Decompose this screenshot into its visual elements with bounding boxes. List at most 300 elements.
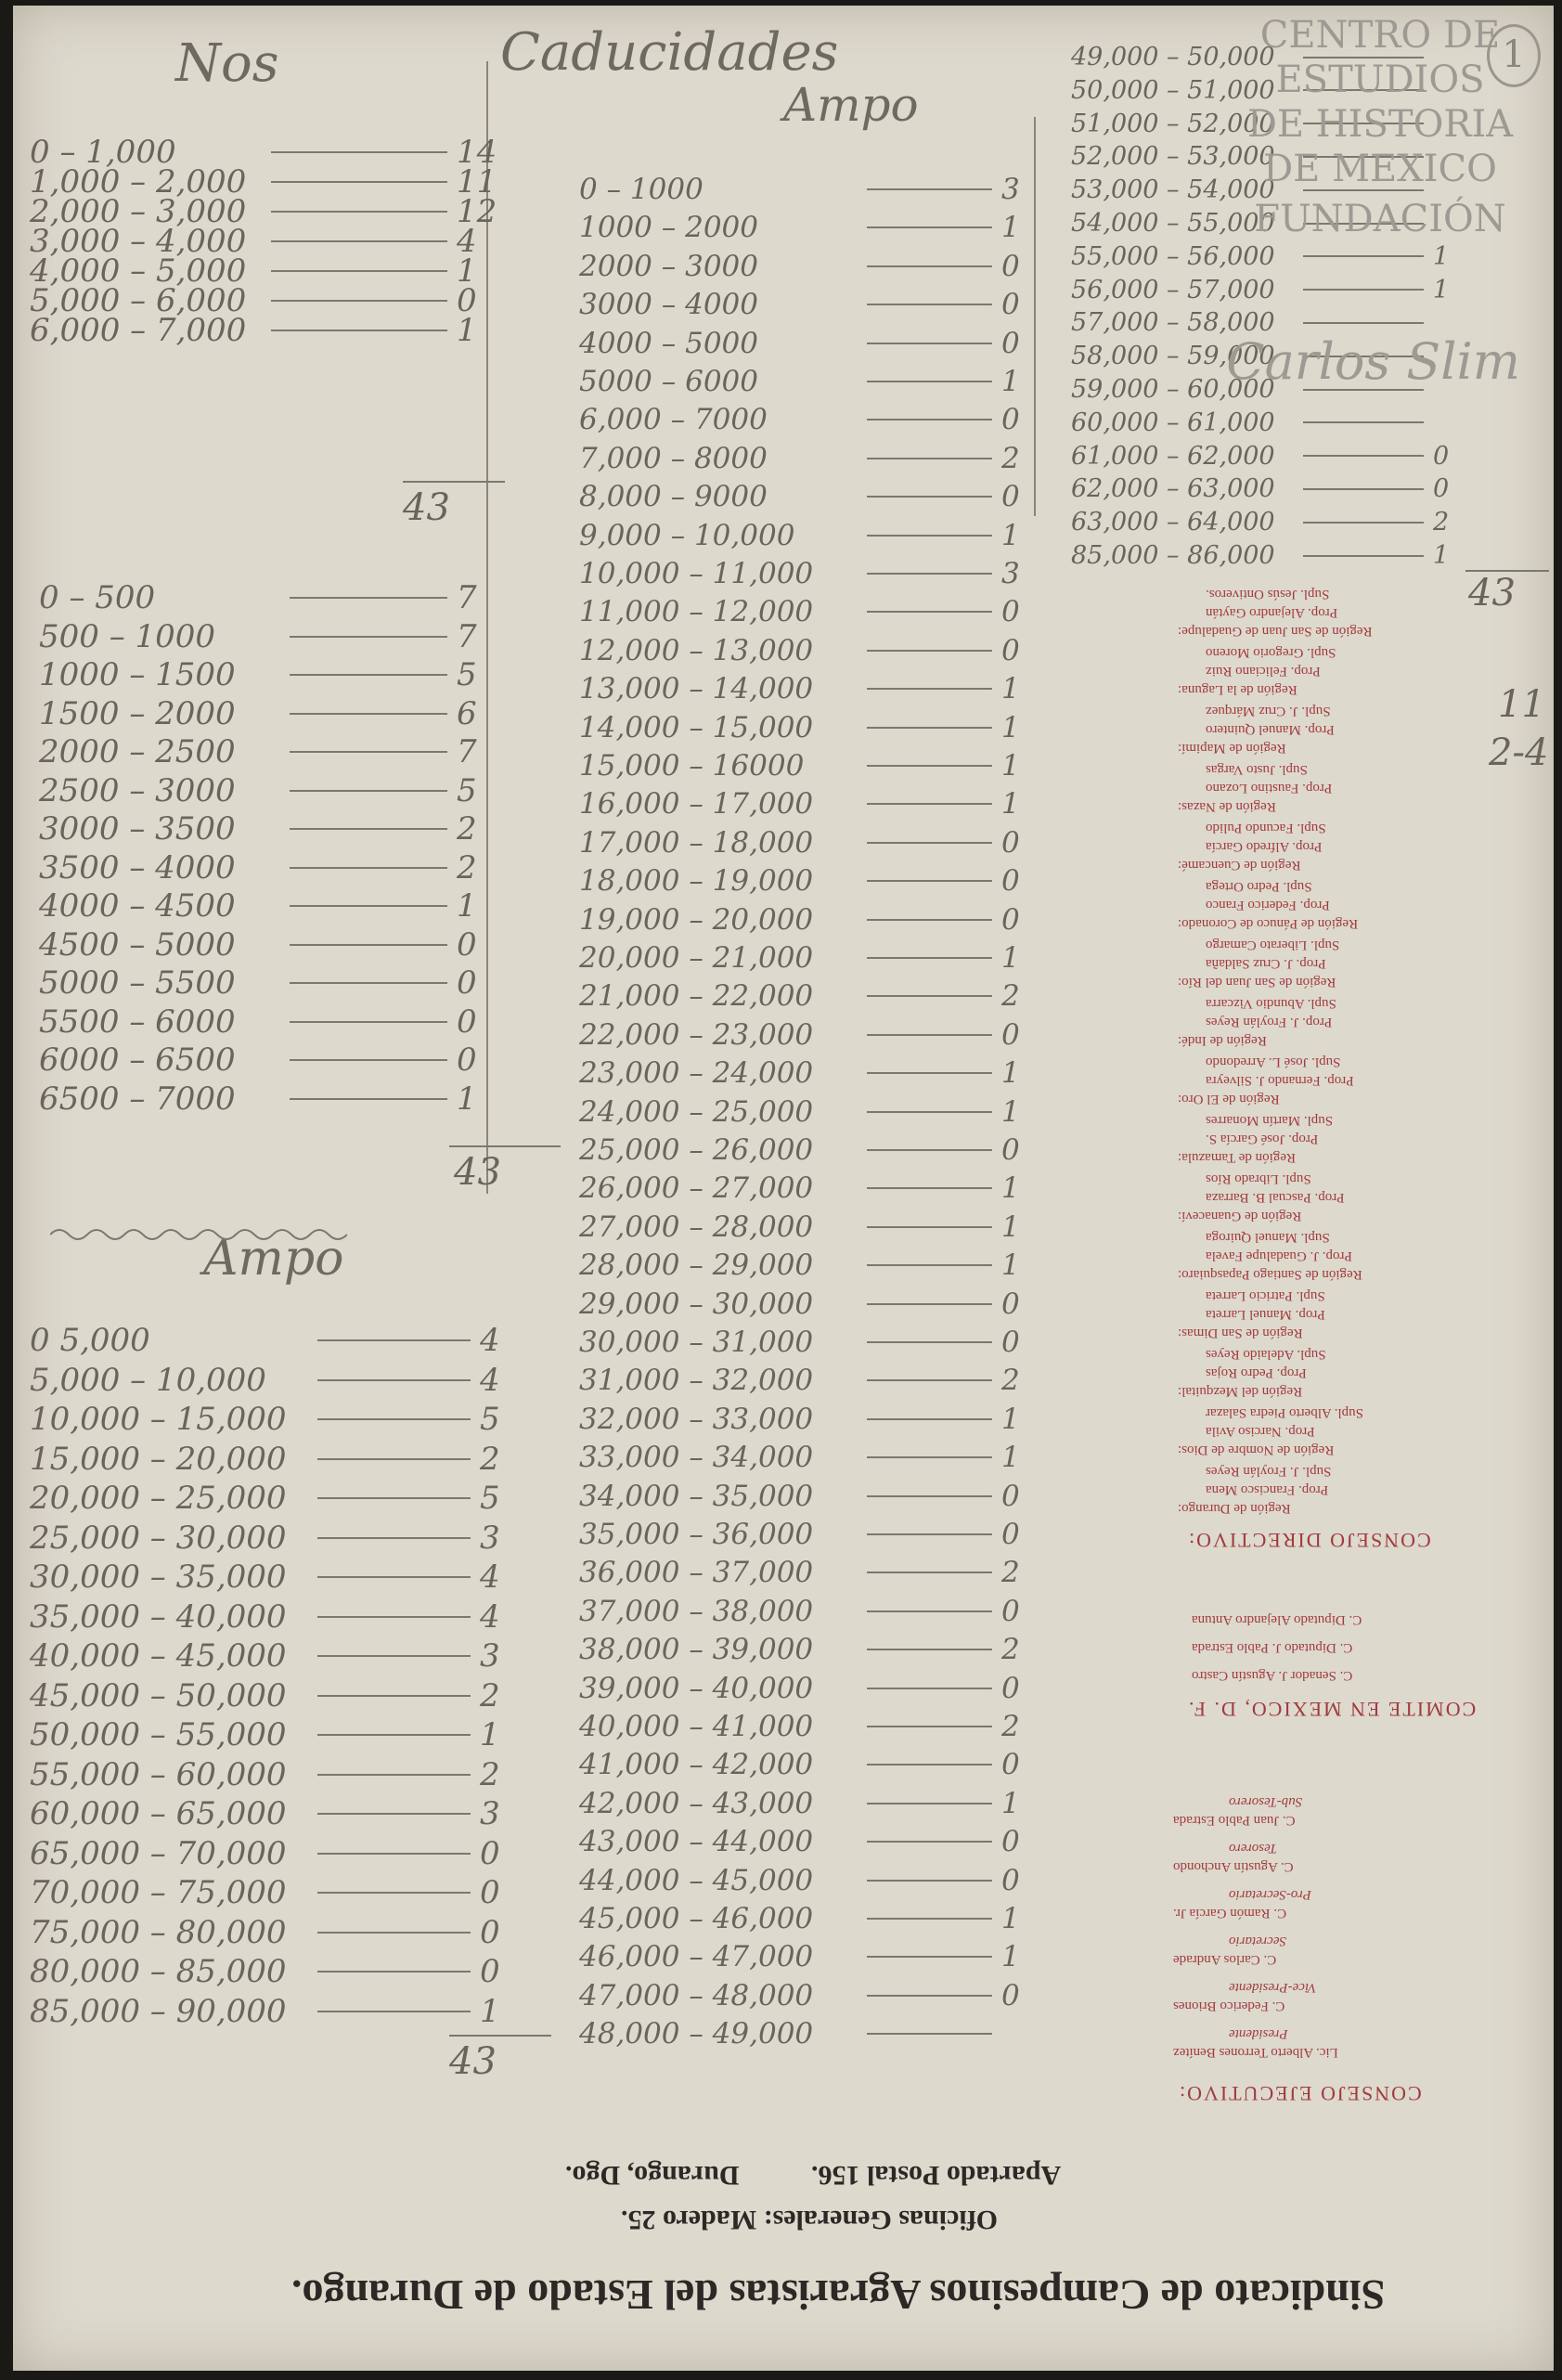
leader-line	[290, 1059, 447, 1061]
count-value: 3	[1001, 173, 1020, 206]
region-prop: Prop. Fernando J. Silveyra	[1206, 1073, 1354, 1088]
count-value: 2	[1001, 979, 1020, 1014]
leader-line	[867, 458, 992, 459]
count-value: 0	[1001, 1978, 1020, 2012]
table-row	[30, 1362, 500, 1399]
table-row	[579, 1095, 1020, 1129]
table-row	[579, 173, 1020, 206]
table-row	[39, 1080, 477, 1118]
table-row	[579, 1056, 1020, 1090]
table-row	[39, 695, 477, 732]
leader-line	[867, 842, 992, 844]
count-value: 0	[1001, 326, 1020, 360]
table-row	[30, 1598, 500, 1636]
leader-line	[1303, 488, 1424, 490]
table-row	[30, 1677, 500, 1714]
count-value: 5	[480, 1401, 500, 1438]
region-name: Región de San Dimas:	[1178, 1326, 1303, 1340]
count-value: 2	[480, 1440, 500, 1478]
leader-line	[271, 300, 447, 302]
leader-line	[290, 636, 447, 638]
heading-ampo-col2: Ampo	[783, 78, 919, 132]
table-row	[1071, 408, 1433, 437]
member-role: Sub-Tesorero	[1229, 1794, 1303, 1809]
region-prop: Prop. Feliciano Ruiz	[1206, 664, 1321, 679]
region-supl: Supl. Martín Monarres	[1206, 1113, 1334, 1128]
range-label: 14,000 – 15,000	[579, 710, 814, 744]
region-name: Región de Pánuco de Coronado:	[1178, 916, 1359, 931]
range-label: 26,000 – 27,000	[579, 1171, 814, 1206]
region-prop: Prop. J. Cruz Saldaña	[1206, 956, 1326, 971]
count-value: 4	[480, 1361, 500, 1399]
table-row	[30, 312, 477, 349]
table-row	[30, 1401, 500, 1438]
archive-stamp	[1236, 13, 1524, 241]
range-label: 39,000 – 40,000	[579, 1671, 814, 1705]
leader-line	[867, 535, 992, 537]
member-name: C. Agustín Anchondo	[1173, 1859, 1294, 1874]
leader-line	[867, 995, 992, 997]
count-value: 2	[480, 1676, 500, 1714]
member-name: C. Carlos Andrade	[1173, 1952, 1277, 1967]
leader-line	[867, 226, 992, 228]
count-value: 1	[457, 887, 477, 925]
count-value: 12	[457, 193, 497, 230]
leader-line	[271, 181, 447, 183]
count-value: 1	[480, 1716, 500, 1753]
count-value: 1	[1001, 1056, 1020, 1091]
range-label: 7,000 – 8000	[579, 441, 768, 475]
leader-line	[317, 1418, 471, 1420]
range-label: 35,000 – 36,000	[579, 1518, 814, 1551]
leader-line	[867, 1111, 992, 1113]
table-row	[1071, 541, 1449, 570]
table-row	[579, 672, 1020, 705]
range-label: 60,000 – 61,000	[1071, 407, 1275, 437]
table-row	[39, 733, 477, 770]
member-role: Vice-Presidente	[1229, 1980, 1317, 1995]
leader-line	[867, 381, 992, 382]
region-name: Región de San Juan del Río:	[1178, 975, 1336, 990]
count-value: 0	[457, 282, 477, 319]
stamp-line: FUNDACIÓN	[1254, 198, 1506, 240]
region-prop: Prop. Alfredo García	[1206, 839, 1323, 854]
leader-line	[867, 496, 992, 498]
region-prop: Prop. Faustino Lozano	[1206, 781, 1333, 795]
region-prop: Prop. Narciso Avila	[1206, 1424, 1315, 1439]
region-supl: Supl. Pedro Ortega	[1206, 879, 1312, 894]
member-name: C. Juan Pablo Estrada	[1173, 1813, 1296, 1828]
table-row	[30, 1480, 500, 1517]
table-row	[579, 1825, 1020, 1858]
leader-line	[867, 1726, 992, 1727]
count-value: 4	[480, 1559, 500, 1596]
table-row	[579, 365, 1020, 398]
total-line-c	[449, 2035, 551, 2037]
table-row	[579, 1633, 1020, 1666]
count-value: 11	[457, 163, 497, 200]
leader-line	[317, 1497, 471, 1499]
member-name: Lic. Alberto Terrones Benítez	[1173, 2045, 1338, 2060]
table-row	[39, 656, 477, 693]
table-row	[30, 1953, 500, 1990]
count-value: 0	[1001, 595, 1020, 629]
leader-line	[290, 1098, 447, 1100]
count-value: 0	[1001, 1479, 1020, 1513]
region-prop: Prop. Federico Franco	[1206, 898, 1330, 912]
region-supl: Supl. Justo Vargas	[1206, 762, 1308, 777]
count-value: 0	[1001, 1825, 1020, 1859]
table-row	[30, 1520, 500, 1557]
count-value: 1	[1001, 1209, 1020, 1244]
table-row	[579, 557, 1020, 590]
range-label: 0 – 1000	[579, 173, 704, 206]
table-row	[579, 1979, 1020, 2012]
leader-line	[290, 828, 447, 830]
member-role: Presidente	[1229, 2026, 1288, 2041]
table-row	[39, 579, 477, 616]
range-label: 21,000 – 22,000	[579, 979, 814, 1014]
leader-line	[290, 713, 447, 715]
page-number-circle: 1	[1487, 24, 1541, 87]
range-label: 50,000 – 51,000	[1071, 75, 1275, 105]
range-label: 10,000 – 15,000	[30, 1401, 287, 1438]
range-label: 10,000 – 11,000	[579, 557, 814, 590]
range-label: 15,000 – 20,000	[30, 1440, 287, 1478]
region-name: Región de Nazas:	[1178, 799, 1276, 814]
count-value: 1	[480, 1992, 500, 2030]
table-row	[579, 1595, 1020, 1628]
leader-line	[867, 1880, 992, 1882]
count-value: 0	[1001, 1594, 1020, 1628]
range-label: 42,000 – 43,000	[579, 1786, 814, 1820]
stamp-line: ESTUDIOS	[1275, 58, 1485, 101]
leader-line	[271, 330, 447, 331]
count-value: 2	[457, 810, 477, 847]
total-b: 43	[454, 1151, 501, 1194]
table-row	[579, 211, 1020, 244]
range-label: 15,000 – 16000	[579, 749, 805, 783]
leader-line	[317, 1537, 471, 1539]
count-value: 0	[480, 1834, 500, 1872]
leader-line	[271, 240, 447, 242]
consejo-ejecutivo-title: CONSEJO EJECUTIVO:	[1178, 2082, 1422, 2105]
count-value: 3	[480, 1637, 500, 1675]
range-label: 20,000 – 25,000	[30, 1480, 287, 1517]
table-row	[579, 941, 1020, 975]
table-row	[30, 1322, 500, 1359]
leader-line	[867, 1187, 992, 1189]
count-value: 0	[1001, 1518, 1020, 1551]
range-label: 5000 – 6000	[579, 365, 758, 398]
count-value: 1	[1433, 541, 1450, 570]
leader-line	[867, 1034, 992, 1036]
range-label: 3,000 – 4,000	[30, 223, 247, 260]
leader-line	[867, 1226, 992, 1228]
letterhead-title: Sindicato de Campesinos Agraristas del Estado de Durango.	[291, 2271, 1386, 2319]
range-label: 1000 – 2000	[579, 211, 758, 245]
count-value: 1	[457, 1080, 477, 1118]
table-row	[579, 1556, 1020, 1589]
region-name: Región de Guanaceví:	[1178, 1209, 1302, 1223]
table-row	[30, 1756, 500, 1793]
region-supl: Supl. Manuel Quiroga	[1206, 1230, 1330, 1245]
range-label: 52,000 – 53,000	[1071, 142, 1275, 172]
region-name: Región de Santiago Papasquiaro:	[1178, 1267, 1362, 1282]
table-row	[579, 864, 1020, 898]
count-value: 0	[457, 1041, 477, 1079]
total-c: 43	[449, 2040, 497, 2083]
range-label: 65,000 – 70,000	[30, 1834, 287, 1872]
margin-note-11: 11	[1498, 683, 1545, 726]
table-row	[579, 327, 1020, 360]
leader-line	[290, 982, 447, 984]
range-label: 3000 – 3500	[39, 810, 236, 847]
range-label: 19,000 – 20,000	[579, 902, 814, 937]
leader-line	[290, 674, 447, 676]
letterhead-address-left: Apartado Postal 156.	[811, 2160, 1062, 2191]
leader-line	[1303, 421, 1424, 423]
region-name: Región de la Laguna:	[1178, 682, 1297, 697]
table-row	[579, 288, 1020, 321]
range-label: 54,000 – 55,000	[1071, 209, 1275, 238]
table-row	[579, 979, 1020, 1013]
leader-line	[317, 1774, 471, 1776]
range-label: 50,000 – 55,000	[30, 1716, 287, 1753]
region-supl: Supl. J. Cruz Márquez	[1206, 704, 1331, 718]
count-value: 1	[1001, 1902, 1020, 1935]
range-label: 34,000 – 35,000	[579, 1479, 814, 1513]
leader-line	[317, 1971, 471, 1973]
range-label: 70,000 – 75,000	[30, 1874, 287, 1911]
range-label: 4,000 – 5,000	[30, 252, 247, 290]
range-label: 5,000 – 10,000	[30, 1361, 266, 1399]
leader-line	[317, 1734, 471, 1736]
region-prop: Prop. J. Guadalupe Favela	[1206, 1248, 1352, 1263]
leader-line	[1303, 555, 1424, 557]
region-supl: Supl. Gregorio Moreno	[1206, 645, 1336, 660]
leader-line	[867, 573, 992, 575]
table-row	[30, 1835, 500, 1872]
range-label: 85,000 – 86,000	[1071, 541, 1275, 570]
table-row	[30, 1716, 500, 1753]
count-value: 14	[457, 134, 497, 171]
table-row	[39, 810, 477, 847]
count-value: 1	[1001, 1402, 1020, 1436]
count-value: 1	[1001, 749, 1020, 783]
count-value: 7	[457, 733, 477, 770]
count-value: 4	[457, 223, 477, 260]
count-value: 1	[1433, 275, 1450, 304]
table-row	[579, 1787, 1020, 1820]
table-row	[579, 250, 1020, 283]
table-row	[30, 1559, 500, 1596]
leader-line	[867, 957, 992, 959]
count-value: 0	[1433, 441, 1450, 471]
range-label: 75,000 – 80,000	[30, 1913, 287, 1951]
region-supl: Supl. Patricio Larreta	[1206, 1288, 1325, 1303]
region-supl: Supl. J. Froylán Reyes	[1206, 1464, 1332, 1479]
table-row	[579, 711, 1020, 744]
table-row	[579, 1672, 1020, 1705]
range-label: 4500 – 5000	[39, 925, 236, 964]
margin-note-2-4: 2-4	[1489, 731, 1549, 774]
table-row	[579, 1133, 1020, 1167]
consejo-directivo-title: CONSEJO DIRECTIVO:	[1187, 1529, 1431, 1552]
range-label: 35,000 – 40,000	[30, 1597, 287, 1636]
count-value: 0	[1001, 1017, 1020, 1052]
count-value: 1	[1001, 1094, 1020, 1129]
range-label: 3000 – 4000	[579, 288, 758, 322]
range-label: 6,000 – 7000	[579, 403, 768, 437]
table-row	[579, 749, 1020, 783]
range-label: 2000 – 2500	[39, 733, 236, 770]
leader-line	[867, 1264, 992, 1266]
range-label: 9,000 – 10,000	[579, 518, 795, 552]
leader-line	[867, 1610, 992, 1612]
count-value: 0	[1001, 1326, 1020, 1359]
range-label: 5000 – 5500	[39, 964, 236, 1002]
leader-line	[867, 919, 992, 921]
table-row	[579, 634, 1020, 667]
leader-line	[867, 803, 992, 805]
count-value: 1	[1001, 1940, 1020, 1974]
leader-line	[290, 867, 447, 869]
region-prop: Prop. Manuel Quintero	[1206, 722, 1335, 737]
table-row	[579, 1748, 1020, 1781]
range-label: 46,000 – 47,000	[579, 1940, 814, 1974]
range-label: 44,000 – 45,000	[579, 1863, 814, 1897]
count-value: 2	[1001, 1556, 1020, 1590]
range-label: 40,000 – 45,000	[30, 1637, 287, 1675]
range-label: 4000 – 5000	[579, 326, 758, 360]
leader-line	[1303, 522, 1424, 524]
count-value: 2	[1001, 1710, 1020, 1743]
leader-line	[867, 1841, 992, 1843]
region-name: Región de San Juan de Guadalupe:	[1178, 624, 1373, 639]
total-line-a	[403, 481, 505, 483]
comite-mexico-title: COMITE EN MEXICO, D. F.	[1187, 1698, 1477, 1721]
table-row	[39, 1041, 477, 1079]
region-supl: Supl. Adelaido Reyes	[1206, 1347, 1326, 1362]
range-label: 56,000 – 57,000	[1071, 275, 1275, 304]
table-row	[579, 1248, 1020, 1282]
count-value: 0	[480, 1953, 500, 1990]
count-value: 0	[457, 925, 477, 964]
table-row	[579, 1018, 1020, 1052]
heading-nos: Nos	[175, 33, 279, 94]
count-value: 0	[1001, 288, 1020, 322]
region-prop: Prop. Alejandro Gaytán	[1206, 605, 1338, 620]
table-row	[579, 1518, 1020, 1551]
member-role: Secretario	[1229, 1934, 1286, 1948]
wavy-divider	[50, 1223, 347, 1246]
letterhead-offices: Oficinas Generales: Madero 25.	[621, 2205, 999, 2235]
range-label: 23,000 – 24,000	[579, 1056, 814, 1091]
region-supl: Supl. Jesús Ontiveros.	[1206, 587, 1330, 601]
table-row	[579, 442, 1020, 475]
count-value: 2	[480, 1755, 500, 1793]
range-label: 63,000 – 64,000	[1071, 508, 1275, 537]
region-supl: Supl. Facundo Pulido	[1206, 821, 1326, 835]
leader-line	[317, 1695, 471, 1697]
leader-line	[1303, 289, 1424, 291]
range-label: 47,000 – 48,000	[579, 1978, 814, 2012]
table-row	[579, 1441, 1020, 1474]
leader-line	[867, 1418, 992, 1420]
count-value: 5	[457, 656, 477, 693]
region-prop: Prop. J. Froylán Reyes	[1206, 1015, 1333, 1029]
region-name: Región de Mapimí:	[1178, 741, 1286, 756]
count-value: 0	[1433, 474, 1450, 504]
count-value: 0	[1001, 480, 1020, 514]
leader-line	[290, 944, 447, 946]
region-prop: Prop. Manuel Larreta	[1206, 1307, 1325, 1322]
stamp-signature: Carlos Slim	[1226, 332, 1520, 391]
count-value: 0	[1001, 1748, 1020, 1782]
leader-line	[317, 1616, 471, 1618]
leader-line	[867, 650, 992, 652]
range-label: 30,000 – 31,000	[579, 1326, 814, 1359]
range-label: 0 5,000	[30, 1322, 150, 1359]
table-row	[39, 887, 477, 925]
leader-line	[867, 1649, 992, 1650]
leader-line	[317, 2011, 471, 2012]
range-label: 29,000 – 30,000	[579, 1287, 814, 1321]
range-label: 40,000 – 41,000	[579, 1710, 814, 1743]
column-divider-1	[486, 61, 488, 1194]
range-label: 43,000 – 44,000	[579, 1825, 814, 1859]
table-row	[579, 1864, 1020, 1897]
leader-line	[290, 751, 447, 753]
region-prop: Prop. Pedro Rojas	[1206, 1365, 1307, 1380]
range-label: 1,000 – 2,000	[30, 163, 247, 200]
table-row	[1071, 442, 1449, 471]
table-row	[579, 1210, 1020, 1244]
range-label: 33,000 – 34,000	[579, 1441, 814, 1475]
leader-line	[290, 597, 447, 599]
table-row	[39, 1003, 477, 1041]
table-row	[1071, 508, 1449, 537]
leader-line	[867, 1495, 992, 1497]
table-row	[579, 1480, 1020, 1513]
count-value: 1	[1433, 241, 1450, 271]
table-row	[30, 1441, 500, 1478]
table-row	[1071, 242, 1449, 271]
count-value: 3	[480, 1795, 500, 1832]
range-label: 17,000 – 18,000	[579, 825, 814, 860]
count-value: 0	[1001, 1671, 1020, 1705]
leader-line	[290, 1021, 447, 1023]
range-label: 49,000 – 50,000	[1071, 43, 1275, 71]
range-label: 55,000 – 60,000	[30, 1755, 287, 1793]
comite-member: C. Senador J. Agustín Castro	[1192, 1668, 1353, 1683]
leader-line	[867, 611, 992, 613]
leader-line	[317, 1576, 471, 1578]
count-value: 4	[480, 1597, 500, 1636]
table-row	[579, 1940, 1020, 1973]
count-value: 0	[1001, 1133, 1020, 1167]
leader-line	[867, 1149, 992, 1151]
range-label: 45,000 – 50,000	[30, 1676, 287, 1714]
table-row	[30, 1874, 500, 1911]
range-label: 27,000 – 28,000	[579, 1209, 814, 1244]
table-row	[579, 480, 1020, 513]
range-label: 6,000 – 7,000	[30, 312, 247, 349]
range-label: 3500 – 4000	[39, 848, 236, 886]
table-row	[579, 826, 1020, 860]
count-value: 0	[1001, 1863, 1020, 1897]
